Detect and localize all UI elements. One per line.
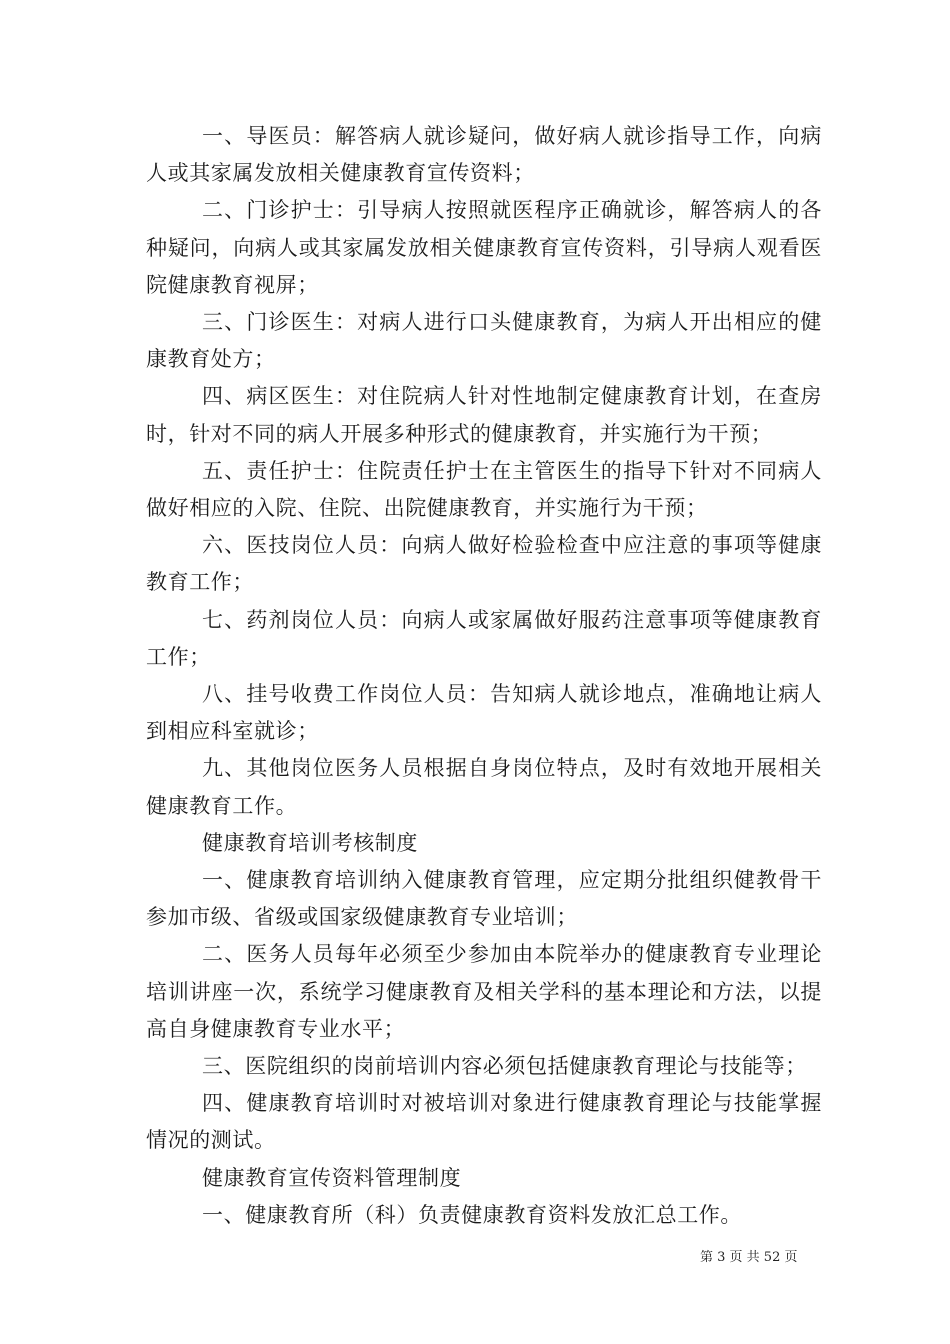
section-heading-materials: 健康教育宣传资料管理制度 (202, 1165, 462, 1190)
document-body (146, 118, 822, 1234)
paragraph-training-2: 二、医务人员每年必须至少参加由本院举办的健康教育专业理论培训讲座一次，系统学习健康教育及相关学科的基本理论和方法，以提高自身健康教育专业水平； (146, 942, 822, 1041)
paragraph-training-3: 三、医院组织的岗前培训内容必须包括健康教育理论与技能等； (202, 1054, 807, 1079)
paragraph-medical-tech: 六、医技岗位人员：向病人做好检验检查中应注意的事项等健康教育工作； (146, 533, 822, 595)
paragraph-training-1: 一、健康教育培训纳入健康教育管理，应定期分批组织健教骨干参加市级、省级或国家级健康教育专业培训； (146, 868, 822, 930)
paragraph-materials-1: 一、健康教育所（科）负责健康教育资料发放汇总工作。 (202, 1202, 742, 1227)
paragraph-outpatient-doctor: 三、门诊医生：对病人进行口头健康教育，为病人开出相应的健康教育处方； (146, 310, 822, 372)
paragraph-training-4: 四、健康教育培训时对被培训对象进行健康教育理论与技能掌握情况的测试。 (146, 1091, 822, 1153)
paragraph-responsible-nurse: 五、责任护士：住院责任护士在主管医生的指导下针对不同病人做好相应的入院、住院、出院健康教育，并实施行为干预； (146, 458, 822, 521)
paragraph-pharmacy: 七、药剂岗位人员：向病人或家属做好服药注意事项等健康教育工作； (146, 607, 822, 669)
page-number-footer: 第 3 页 共 52 页 (700, 1250, 798, 1265)
paragraph-outpatient-nurse: 二、门诊护士：引导病人按照就医程序正确就诊，解答病人的各种疑问，向病人或其家属发放相关健康教育宣传资料，引导病人观看医院健康教育视屏； (146, 198, 822, 297)
paragraph-guide: 一、导医员：解答病人就诊疑问，做好病人就诊指导工作，向病人或其家属发放相关健康教育宣传资料； (146, 124, 822, 186)
paragraph-other-staff: 九、其他岗位医务人员根据自身岗位特点，及时有效地开展相关健康教育工作。 (146, 756, 822, 818)
paragraph-ward-doctor: 四、病区医生：对住院病人针对性地制定健康教育计划，在查房时，针对不同的病人开展多种形式的健康教育，并实施行为干预； (146, 384, 822, 446)
section-heading-training: 健康教育培训考核制度 (202, 830, 418, 855)
paragraph-registration: 八、挂号收费工作岗位人员：告知病人就诊地点，准确地让病人到相应科室就诊； (146, 682, 822, 744)
